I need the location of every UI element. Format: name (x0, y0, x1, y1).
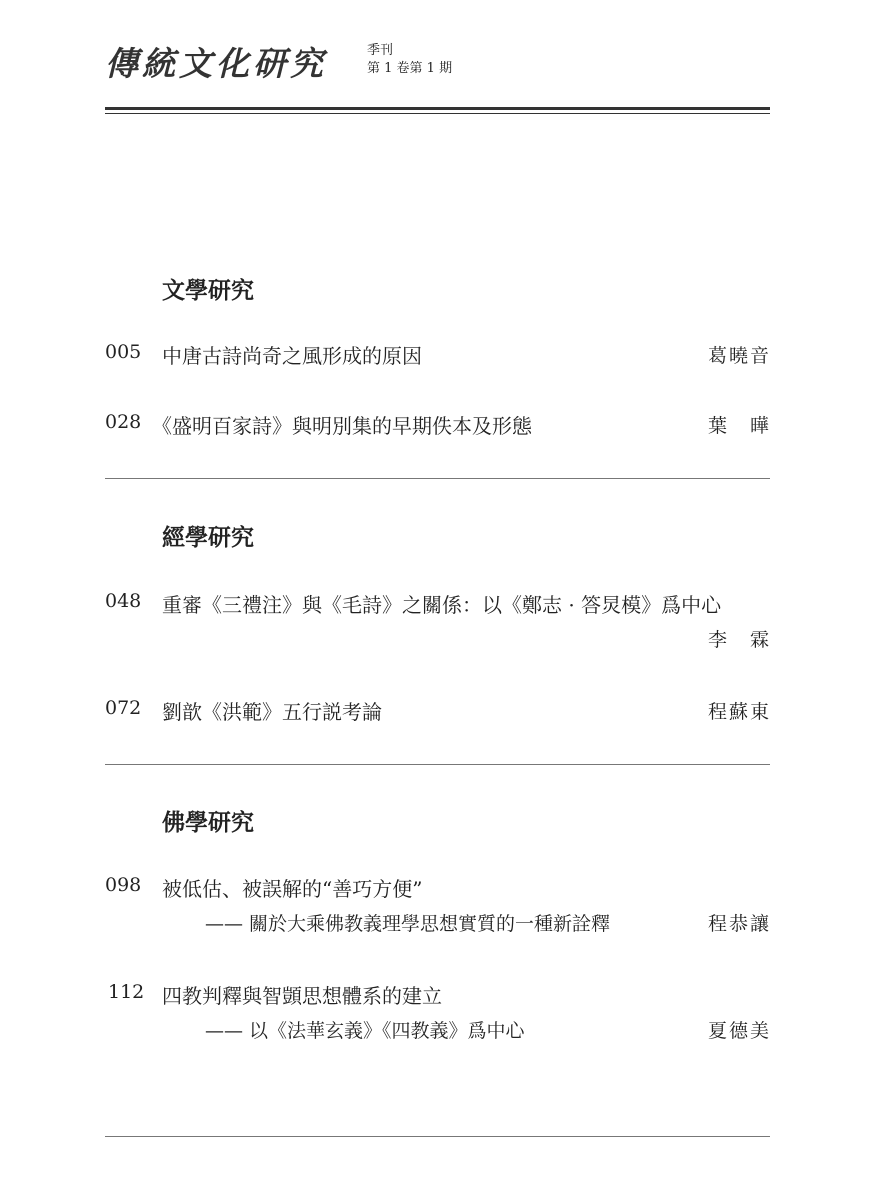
header-rule-thick (105, 107, 770, 110)
entry-subtitle: —— 以《法華玄義》《四教義》爲中心 (205, 1020, 525, 1042)
section-title-classics: 經學研究 (162, 525, 254, 551)
entry-author: 葉 曄 (707, 415, 771, 437)
entry-title[interactable]: 被低估、被誤解的“善巧方便” (162, 877, 423, 901)
section-divider (105, 764, 770, 765)
issue-info (367, 42, 452, 78)
entry-author: 李 霖 (707, 629, 771, 651)
journal-frequency: 季刊 (367, 43, 394, 58)
section-title-buddhism: 佛學研究 (162, 810, 254, 836)
entry-author: 葛曉音 (707, 345, 771, 367)
entry-page-number: 112 (108, 981, 145, 1003)
entry-title[interactable]: 四教判釋與智顗思想體系的建立 (162, 984, 442, 1008)
entry-page-number: 072 (105, 697, 142, 719)
header-rule-thin (105, 113, 770, 114)
section-divider (105, 478, 770, 479)
entry-page-number: 028 (105, 411, 142, 433)
section-title-literature: 文學研究 (162, 278, 254, 304)
entry-page-number: 005 (105, 341, 142, 363)
entry-title[interactable]: 中唐古詩尚奇之風形成的原因 (162, 344, 422, 368)
entry-title[interactable]: 劉歆《洪範》五行説考論 (162, 700, 382, 724)
entry-title[interactable]: 《盛明百家詩》與明別集的早期佚本及形態 (152, 414, 532, 438)
footer-divider (105, 1136, 770, 1137)
entry-author: 夏德美 (707, 1020, 771, 1042)
entry-title[interactable]: 重審《三禮注》與《毛詩》之關係：以《鄭志 · 答炅模》爲中心 (162, 593, 722, 617)
entry-author: 程恭讓 (707, 913, 771, 935)
journal-title: 傳統文化研究 (105, 44, 327, 83)
entry-page-number: 048 (105, 590, 142, 612)
entry-page-number: 098 (105, 874, 142, 896)
entry-author: 程蘇東 (707, 701, 771, 723)
entry-subtitle: —— 關於大乘佛教義理學思想實質的一種新詮釋 (205, 913, 611, 935)
journal-issue: 第 1 卷第 1 期 (367, 61, 453, 76)
page-header (105, 38, 770, 118)
